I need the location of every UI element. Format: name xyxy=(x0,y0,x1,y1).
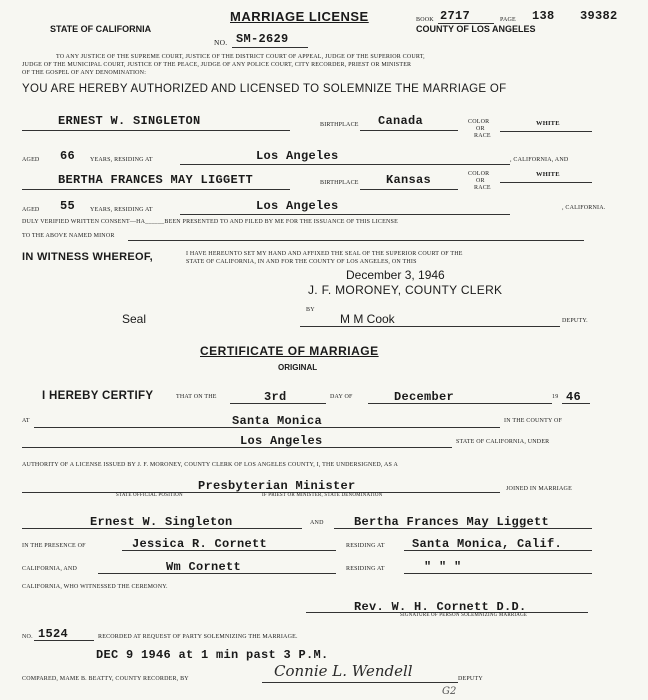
groom-aged-label: AGED xyxy=(22,157,40,163)
presence-label: IN THE PRESENCE OF xyxy=(22,543,86,549)
witness-2-residence: " " " xyxy=(424,560,462,574)
groom-state-suffix: , CALIFORNIA, AND xyxy=(510,157,569,163)
compared-text: COMPARED, MAME B. BEATTY, COUNTY RECORDER, BY xyxy=(22,676,189,682)
groom-age: 66 xyxy=(60,149,76,163)
witness-heading: IN WITNESS WHEREOF, xyxy=(22,251,153,263)
groom-birthplace-label: BIRTHPLACE xyxy=(320,122,359,128)
marriage-year: 46 xyxy=(566,390,582,404)
witness-text-2: STATE OF CALIFORNIA, IN AND FOR THE COUNTY OF LOS ANGELES, ON THIS xyxy=(186,259,417,265)
groom-birthplace: Canada xyxy=(378,114,424,128)
groom-residing-label: YEARS, RESIDING AT xyxy=(90,157,153,163)
document-title: MARRIAGE LICENSE xyxy=(230,9,369,24)
witness-text-1: I HAVE HEREUNTO SET MY HAND AND AFFIXED THE SEAL OF THE SUPERIOR COURT OF THE xyxy=(186,251,463,257)
deputy-label: DEPUTY. xyxy=(562,318,588,324)
bride-color-label-1: COLOR xyxy=(468,171,490,177)
state-label: STATE OF CALIFORNIA xyxy=(50,24,152,34)
bride-color-label-3: RACE xyxy=(474,185,491,191)
certificate-subtitle: ORIGINAL xyxy=(278,363,318,372)
recorder-deputy-signature: Connie L. Wendell xyxy=(274,662,413,680)
recording-deputy-label: DEPUTY xyxy=(458,676,483,682)
and-label: AND xyxy=(310,520,324,526)
certificate-title: CERTIFICATE OF MARRIAGE xyxy=(200,344,379,358)
page-number: 138 xyxy=(532,9,555,23)
county-label: COUNTY OF LOS ANGELES xyxy=(416,24,536,34)
seal-label: Seal xyxy=(122,312,147,326)
witness-2-residing-label: RESIDING AT xyxy=(346,566,385,572)
officiant-position: Presbyterian Minister xyxy=(198,479,356,493)
license-issue-date: December 3, 1946 xyxy=(346,268,445,282)
officiant-signature: Rev. W. H. Cornett D.D. xyxy=(354,600,527,614)
by-label: BY xyxy=(306,307,315,313)
intro-line-3: OF THE GOSPEL OF ANY DENOMINATION: xyxy=(22,70,147,76)
intro-line-2: JUDGE OF THE MUNICIPAL COURT, JUSTICE OF THE PEACE, JUDGE OF ANY POLICE COURT, CITY RECORDER, PRIEST OR MINISTER xyxy=(22,62,412,68)
position-caption-2: IF PRIEST OR MINISTER, STATE DENOMINATION xyxy=(262,493,383,498)
bride-age: 55 xyxy=(60,199,76,213)
marriage-place: Santa Monica xyxy=(232,414,323,428)
recording-number: 1524 xyxy=(38,627,69,641)
year-prefix: 19 xyxy=(552,394,559,400)
authorized-statement: YOU ARE HEREBY AUTHORIZED AND LICENSED TO SOLEMNIZE THE MARRIAGE OF xyxy=(22,83,507,95)
groom-color: WHITE xyxy=(536,120,560,127)
consent-line-2: TO THE ABOVE NAMED MINOR xyxy=(22,233,115,239)
license-no-label: NO. xyxy=(214,38,228,47)
bride-birthplace-label: BIRTHPLACE xyxy=(320,180,359,186)
groom-name: ERNEST W. SINGLETON xyxy=(58,114,201,128)
recorded-text: RECORDED AT REQUEST OF PARTY SOLEMNIZING THE MARRIAGE. xyxy=(98,634,298,640)
bride-color: WHITE xyxy=(536,171,560,178)
witness-1-residing-label: RESIDING AT xyxy=(346,543,385,549)
certificate-bride: Bertha Frances May Liggett xyxy=(354,515,550,529)
certify-heading: I HEREBY CERTIFY xyxy=(42,390,154,402)
at-label: AT xyxy=(22,418,30,424)
witness-1-residence: Santa Monica, Calif. xyxy=(412,537,563,551)
in-county-of-label: IN THE COUNTY OF xyxy=(504,418,563,424)
license-number: SM-2629 xyxy=(236,32,289,46)
bride-aged-label: AGED xyxy=(22,207,40,213)
recording-datetime: DEC 9 1946 at 1 min past 3 P.M. xyxy=(96,648,329,662)
certificate-groom: Ernest W. Singleton xyxy=(90,515,233,529)
consent-line-1: DULY VERIFIED WRITTEN CONSENT—HA______BEEN PRESENTED TO AND FILED BY ME FOR THE ISSUANCE OF THIS LICENSE xyxy=(22,219,398,225)
authority-text: AUTHORITY OF A LICENSE ISSUED BY J. F. MORONEY, COUNTY CLERK OF LOS ANGELES COUNTY, I, THE UNDERSIGNED, AS A xyxy=(22,462,398,468)
handwritten-mark: G2 xyxy=(442,686,457,697)
intro-line-1: TO ANY JUSTICE OF THE SUPREME COURT, JUSTICE OF THE DISTRICT COURT OF APPEAL, JUDGE OF THE SUPERIOR COURT, xyxy=(56,54,425,60)
book-number: 2717 xyxy=(440,9,471,23)
bride-name: BERTHA FRANCES MAY LIGGETT xyxy=(58,173,254,187)
signature-caption: SIGNATURE OF PERSON SOLEMNIZING MARRIAGE xyxy=(400,613,528,618)
marriage-month: December xyxy=(394,390,455,404)
groom-color-label-3: RACE xyxy=(474,133,491,139)
groom-residence: Los Angeles xyxy=(256,149,339,163)
state-under-label: STATE OF CALIFORNIA, UNDER xyxy=(456,439,550,445)
serial-number: 39382 xyxy=(580,9,618,23)
groom-color-label-1: COLOR xyxy=(468,119,490,125)
page-label: PAGE xyxy=(500,17,516,23)
bride-birthplace: Kansas xyxy=(386,173,432,187)
joined-label: JOINED IN MARRIAGE xyxy=(506,486,572,492)
witnessed-text: CALIFORNIA, WHO WITNESSED THE CEREMONY. xyxy=(22,584,168,590)
that-on-the-label: THAT ON THE xyxy=(176,394,217,400)
position-caption-1: STATE OFFICIAL POSITION xyxy=(116,493,183,498)
book-label: BOOK xyxy=(416,17,434,23)
bride-residing-label: YEARS, RESIDING AT xyxy=(90,207,153,213)
groom-color-label-2: OR xyxy=(476,126,485,132)
marriage-county: Los Angeles xyxy=(240,434,323,448)
bride-state-suffix: , CALIFORNIA. xyxy=(562,205,606,211)
day-of-label: DAY OF xyxy=(330,394,353,400)
witness-2-name: Wm Cornett xyxy=(166,560,242,574)
recording-no-label: NO. xyxy=(22,634,33,640)
bride-residence: Los Angeles xyxy=(256,199,339,213)
marriage-day: 3rd xyxy=(264,390,287,404)
deputy-name: M M Cook xyxy=(340,312,395,326)
bride-color-label-2: OR xyxy=(476,178,485,184)
witness-1-name: Jessica R. Cornett xyxy=(132,537,268,551)
county-clerk: J. F. MORONEY, COUNTY CLERK xyxy=(308,283,503,297)
california-and-label: CALIFORNIA, AND xyxy=(22,566,78,572)
